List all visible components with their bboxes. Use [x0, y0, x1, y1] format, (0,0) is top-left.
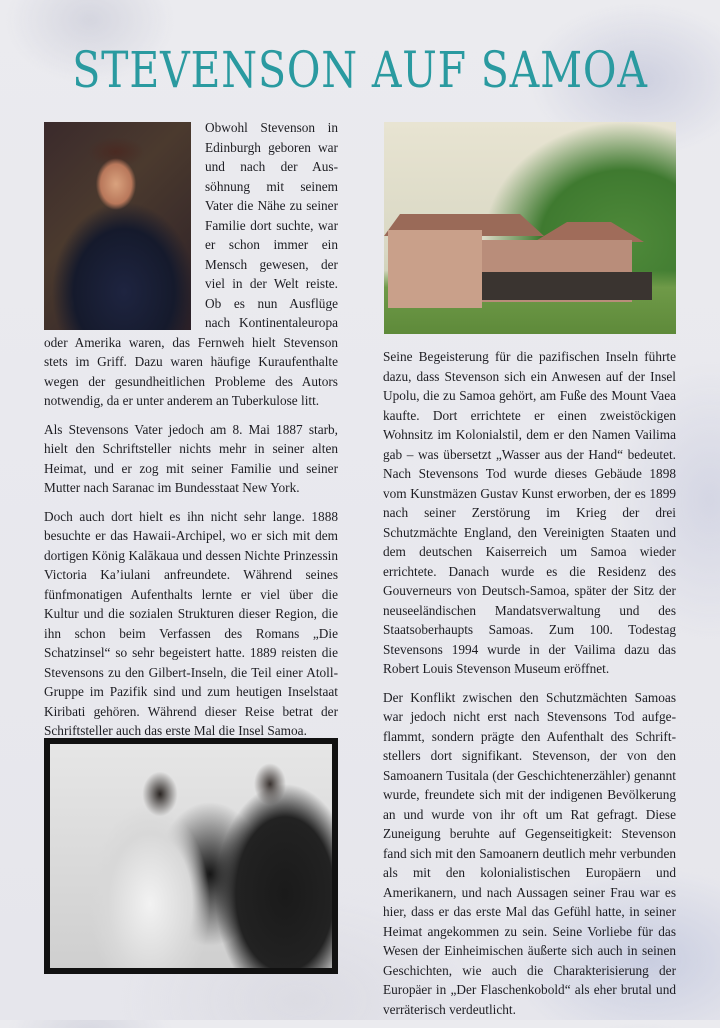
bw-photo-content [50, 744, 332, 968]
right-column [383, 347, 676, 1028]
house-image [384, 122, 676, 334]
house-veranda [482, 272, 652, 300]
page-title: STEVENSON AUF SAMOA [72, 41, 648, 99]
left-column [44, 118, 338, 750]
paragraph: Obwohl Stevenson in Edinburgh geboren war und nach der Aussöhnung mit seinem Vater die Nähe zu seiner Familie dort suchte, war er schon immer ein Mensch gewesen, der viel in der Welt reiste. Ob es nun Ausflüge nach Kontinentaleuropa oder Amerika waren, das Fernweh hielt Stevenson stets im Griff. Dazu waren häufige Kuraufenthalte wegen der gesundheitlichen Probleme des Autors notwendig, da er unter anderem an Tuberkulose litt. [44, 120, 338, 408]
paragraph: Der Konflikt zwischen den Schutzmächten Samoas war jedoch nicht erst nach Stevensons Tod aufgeflammt, sondern prägte den Aufenthalt des Schriftstellers dort signifikant. Stevenson, der von den Samoanern Tusitala (der Geschichtenerzähler) genannt wurde, freundete sich mit der indigenen Bevölkerung an und wurde von ihr oft um Rat gefragt. Diese Zuneigung beruhte auf Gegenseitigkeit: Stevenson fand sich mit den Samoanern deutlich mehr verbunden als mit den kolonialistischen Europäern und Amerikanern, und nach Aussagen seiner Frau war es hier, dass er das erste Mal das Gefühl hatte, in seiner Heimat angekommen zu sein. Seine Vorliebe für das Wesen der Einheimischen äußerte sich auch in seinen Geschichten, wie auch die Charakterisierung der Europäer in „Der Flaschenkobold“ als eher brutal und verräterisch verdeutlicht. [383, 689, 676, 1017]
house-wing [388, 230, 482, 308]
portrait-image [44, 122, 191, 330]
paragraph: Doch auch dort hielt es ihn nicht sehr lange. 1888 besuchte er das Hawaii-Archipel, wo er sich mit dem dortigen König Kalākaua und dessen Nichte Prinzessin Victoria Ka’iulani anfreundete. Während seines fünfmonatigen Aufenthalts lernte er viel über die Kultur und die sozialen Strukturen dieser Region, die ihn schon beim Verfassen des Romans „Die Schatzinsel“ so sehr begeistert hatte. 1889 reisten die Stevensons zu den Gilbert-Inseln, die Teil einer Atoll-Gruppe im Pazifik sind und zum heutigen Inselstaat Kiribati gehören. Während dieser Reise betrat der Schriftsteller auch das erste Mal die Insel Samoa. [44, 508, 338, 738]
house-roof [534, 222, 644, 242]
bw-photo [44, 738, 338, 974]
paragraph: Seine Begeisterung für die pazifischen Inseln führte dazu, dass Stevenson sich ein Anwesen auf der Insel Upolu, die zu Samoa gehört, am Fuße des Mount Vaea kaufte. Dort errichtete er einen zweistöckigen Wohnsitz im Kolonialstil, dem er den Namen Vailima gab – was übersetzt „Wasser aus der Hand“ bedeutet. Nach Stevensons Tod wurde dieses Gebäude 1898 vom Kunstmäzen Gustav Kunst erworben, der es 1899 nach seiner Zerstörung im Krieg der drei Schutzmächte England, den Vereinigten Staaten und dem deutschen Kaiserreich um Samoa wieder errichtete. Danach wurde es die Residenz des Gouverneurs von Deutsch-Samoa, später der Sitz der neuseeländischen Mandatsverwaltung und des Staatsoberhaupts Samoas. Zum 100. Todestag Stevensons 1994 wurde in der Vailima dazu das Robert Louis Stevenson Museum eröffnet. [383, 349, 676, 676]
paragraph: Als Stevensons Vater jedoch am 8. Mai 1887 starb, hielt den Schriftsteller nichts mehr in seiner alten Heimat, und er zog mit seiner Familie und seiner Mutter nach Saranac im Bundesstaat New York. [44, 421, 338, 495]
